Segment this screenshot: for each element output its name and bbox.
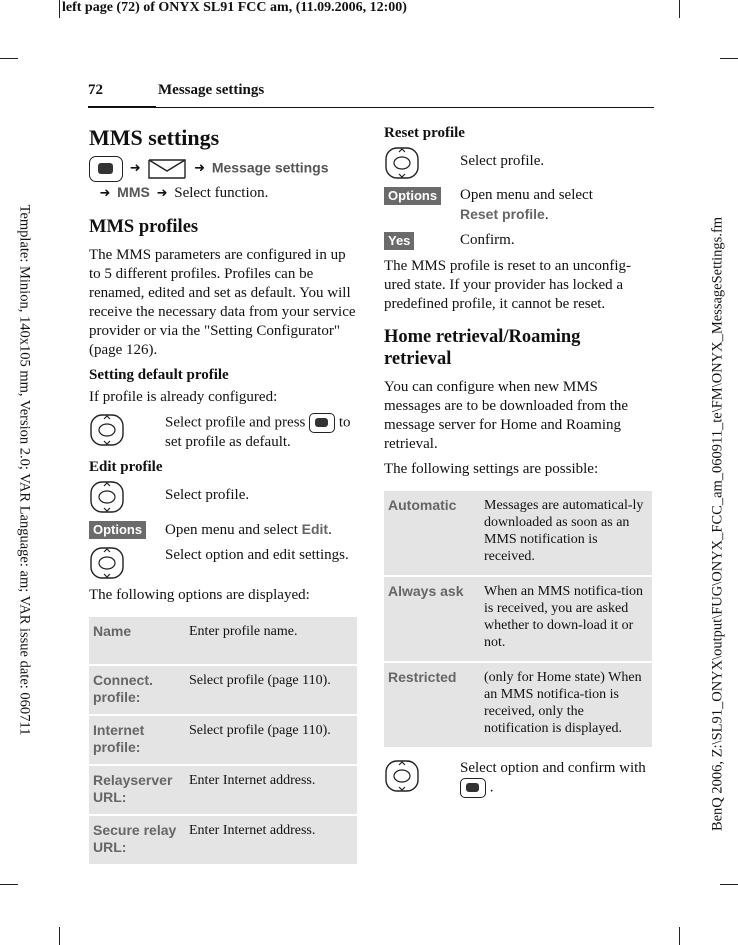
navigation-key-icon — [89, 480, 125, 514]
center-key-icon — [309, 413, 335, 433]
option-key: Connect. profile: — [89, 665, 185, 715]
paragraph: The following options are displayed: — [89, 587, 310, 603]
navigation-key-icon — [89, 546, 125, 580]
instruction-step — [384, 759, 652, 798]
section-heading: MMS settings — [89, 125, 220, 150]
step-text: Select profile. — [165, 487, 250, 503]
instruction-step — [384, 186, 652, 225]
instruction-step — [384, 146, 652, 180]
instruction-step — [89, 546, 357, 580]
step-text: Open menu and select — [460, 187, 593, 203]
punctuation: . — [328, 522, 332, 538]
options-softkey-badge: Options — [89, 521, 146, 539]
subsection-heading: MMS profiles — [89, 217, 199, 237]
table-row — [384, 491, 652, 576]
option-value: Select profile (page 110). — [185, 715, 357, 765]
setting-key: Restricted — [384, 662, 480, 748]
subheading: Setting default profile — [89, 367, 229, 383]
subheading: Edit profile — [89, 459, 163, 475]
option-key: Secure relay URL: — [89, 815, 185, 865]
crop-mark — [0, 58, 18, 59]
paragraph: The following settings are possible: — [384, 461, 599, 477]
crop-mark — [0, 884, 18, 885]
left-column — [89, 124, 357, 866]
table-row — [89, 765, 357, 815]
punctuation: . — [489, 779, 494, 796]
step-text: Select option and edit settings. — [165, 547, 349, 563]
step-text: to set profile as default. — [165, 414, 351, 450]
navigation-key-icon — [384, 146, 420, 180]
option-key: Relayserver URL: — [89, 765, 185, 815]
option-value: Enter profile name. — [185, 617, 357, 665]
running-title: Message settings — [158, 82, 265, 98]
menu-item: Edit — [301, 521, 329, 537]
instruction-step — [89, 413, 357, 452]
navigation-key-icon — [89, 413, 125, 447]
step-text: Select profile. — [460, 153, 545, 169]
menu-item: Reset profile — [460, 206, 545, 222]
table-row — [89, 715, 357, 765]
paragraph: If profile is already configured: — [89, 389, 278, 405]
option-value: Enter Internet address. — [185, 765, 357, 815]
arrow-icon: ➜ — [129, 161, 141, 177]
header-rule — [156, 107, 654, 108]
paragraph: The MMS profile is reset to an unconfig-ured state. If your provider has locked a predefined profile, it cannot be reset. — [384, 258, 632, 312]
crop-mark — [720, 58, 738, 59]
step-text: Open menu and select — [165, 522, 298, 538]
menu-item: MMS — [117, 184, 150, 200]
envelope-icon — [147, 158, 187, 180]
table-row — [384, 662, 652, 748]
instruction-step — [384, 231, 652, 251]
center-key-icon — [89, 156, 123, 182]
file-path-info: BenQ 2006, Z:\SL91_ONYX\output\FUG\ONYX_FCC_am_060911_te\FM\ONYX_MessageSettings.fm — [709, 216, 726, 832]
print-header: left page (72) of ONYX SL91 FCC am, (11.09.2006, 12:00) — [62, 0, 407, 15]
option-key: Name — [89, 617, 185, 665]
crop-mark — [720, 884, 738, 885]
yes-softkey-badge: Yes — [384, 232, 414, 250]
setting-value: When an MMS notifica-tion is received, you are asked whether to down-load it or not. — [480, 576, 652, 662]
template-info: Template: Minion, 140x105 mm, Version 2.0; VAR Language: am; VAR issue date: 060711 — [16, 204, 33, 736]
setting-key: Automatic — [384, 491, 480, 576]
arrow-icon: ➜ — [194, 161, 206, 177]
options-softkey-badge: Options — [384, 187, 441, 205]
punctuation: . — [544, 207, 549, 223]
crop-mark — [679, 0, 680, 18]
subheading: Reset profile — [384, 125, 465, 141]
options-table — [89, 617, 357, 866]
table-row — [89, 815, 357, 865]
step-text: Select option and confirm with — [460, 760, 646, 776]
paragraph: You can configure when new MMS messages are to be downloaded from the message server for Home and Roaming retrieval. — [384, 379, 629, 452]
option-key: Internet profile: — [89, 715, 185, 765]
instruction-step — [89, 520, 357, 540]
crop-mark — [679, 927, 680, 945]
table-row — [89, 617, 357, 665]
table-row — [89, 665, 357, 715]
step-text: Confirm. — [460, 232, 515, 248]
path-text: Select function. — [174, 185, 269, 201]
table-row — [384, 576, 652, 662]
navigation-key-icon — [384, 759, 420, 793]
menu-path — [89, 156, 357, 204]
page-number: 72 — [88, 82, 103, 98]
paragraph: The MMS parameters are configured in up to 5 different profiles. Profiles can be renamed, edited and set as default. You will receive the necessary data from your service provider or via the "Setting Configurator" (page 126). — [89, 247, 356, 358]
menu-item: Message settings — [211, 159, 329, 176]
instruction-step — [89, 480, 357, 514]
setting-key: Always ask — [384, 576, 480, 662]
center-key-icon — [460, 778, 486, 798]
header-rule — [88, 106, 156, 108]
step-text: Select profile and press — [165, 414, 306, 431]
crop-mark — [59, 927, 60, 945]
setting-value: Messages are automatical-ly downloaded as soon as an MMS notification is received. — [480, 491, 652, 576]
settings-table — [384, 491, 652, 749]
option-value: Select profile (page 110). — [185, 665, 357, 715]
arrow-icon: ➜ — [99, 186, 111, 201]
crop-mark — [59, 0, 60, 18]
setting-value: (only for Home state) When an MMS notifica-tion is received, only the notification is displayed. — [480, 662, 652, 748]
subsection-heading: Home retrieval/Roaming retrieval — [384, 327, 581, 369]
right-column — [384, 124, 652, 804]
arrow-icon: ➜ — [156, 186, 168, 201]
option-value: Enter Internet address. — [185, 815, 357, 865]
